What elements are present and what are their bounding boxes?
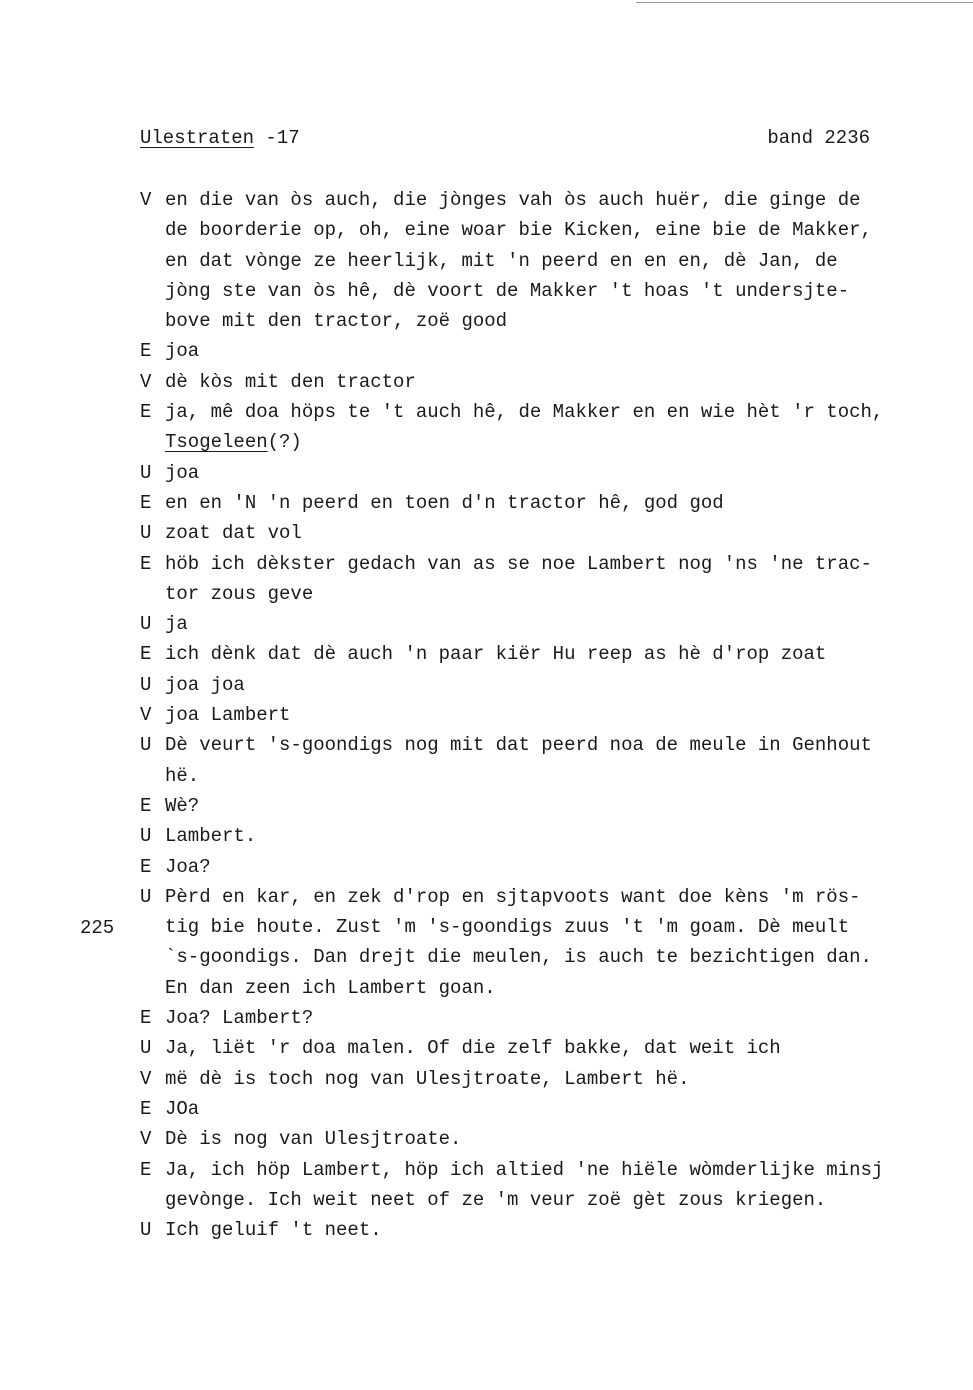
speaker-label: E bbox=[140, 643, 152, 666]
uncertain-marker: (?) bbox=[267, 431, 302, 454]
text-line: `s-goondigs. Dan drejt die meulen, is auch te bezichtigen dan. bbox=[165, 946, 872, 969]
text-line: joa Lambert bbox=[165, 704, 291, 727]
text-line: jòng ste van òs hê, dè voort de Makker 't hoas 't undersjte- bbox=[165, 279, 850, 302]
text-line: ja, mê doa höps te 't auch hê, de Makker en en wie hèt 'r toch, bbox=[165, 401, 884, 424]
underlined-word: Tsogeleen bbox=[165, 431, 268, 454]
text-line: de boorderie op, oh, eine woar bie Kicken, eine bie de Makker, bbox=[165, 219, 872, 242]
speaker-label: U bbox=[140, 1219, 152, 1242]
speaker-label: U bbox=[140, 885, 152, 908]
text-line: en en 'N 'n peerd en toen d'n tractor hê, god god bbox=[165, 491, 724, 514]
text-line: Ja, liët 'r doa malen. Of die zelf bakke, dat weit ich bbox=[165, 1037, 781, 1060]
speaker-label: E bbox=[140, 1097, 152, 1120]
turn-text bbox=[165, 458, 950, 488]
turn-text bbox=[165, 882, 950, 1003]
text-line: Ich geluif 't neet. bbox=[165, 1219, 382, 1242]
turn-text bbox=[165, 670, 950, 700]
transcript-turn bbox=[140, 1033, 950, 1063]
turn-text bbox=[165, 1094, 950, 1124]
text-line: Ja, ich höp Lambert, höp ich altied 'ne hiële wòmderlijke minsj bbox=[165, 1158, 884, 1181]
text-line: bove mit den tractor, zoë good bbox=[165, 310, 508, 333]
speaker-label: V bbox=[140, 370, 152, 393]
turn-text bbox=[165, 549, 950, 610]
text-line: Joa? Lambert? bbox=[165, 1007, 314, 1030]
text-line: höb ich dèkster gedach van as se noe Lambert nog 'ns 'ne trac- bbox=[165, 552, 872, 575]
header-title bbox=[140, 127, 300, 149]
text-line: en dat vònge ze heerlijk, mit 'n peerd en en en, dè Jan, de bbox=[165, 249, 838, 272]
transcript-turn bbox=[140, 518, 950, 548]
text-line: joa bbox=[165, 461, 200, 484]
speaker-label: E bbox=[140, 794, 152, 817]
transcript bbox=[140, 185, 950, 1245]
text-line: Lambert. bbox=[165, 825, 257, 848]
text-line: zoat dat vol bbox=[165, 522, 302, 545]
header-page-suffix: -17 bbox=[254, 127, 300, 149]
top-rule bbox=[636, 2, 973, 3]
speaker-label: E bbox=[140, 401, 152, 424]
speaker-label: E bbox=[140, 340, 152, 363]
transcript-turn bbox=[140, 1124, 950, 1154]
turn-text bbox=[165, 730, 950, 791]
turn-text bbox=[165, 185, 950, 336]
text-line: Dè is nog van Ulesjtroate. bbox=[165, 1128, 462, 1151]
turn-text bbox=[165, 488, 950, 518]
speaker-label: E bbox=[140, 491, 152, 514]
transcript-turn bbox=[140, 549, 950, 610]
speaker-label: V bbox=[140, 189, 152, 211]
speaker-label: U bbox=[140, 461, 152, 484]
text-line: dè kòs mit den tractor bbox=[165, 370, 416, 393]
header-place: Ulestraten bbox=[140, 127, 255, 149]
speaker-label: E bbox=[140, 1007, 152, 1030]
transcript-turn bbox=[140, 458, 950, 488]
turn-text bbox=[165, 518, 950, 548]
speaker-label: V bbox=[140, 1128, 152, 1151]
turn-text bbox=[165, 1215, 950, 1245]
transcript-turn bbox=[140, 730, 950, 791]
transcript-turn bbox=[140, 1155, 950, 1216]
turn-text bbox=[165, 639, 950, 669]
transcript-turn bbox=[140, 670, 950, 700]
text-line: En dan zeen ich Lambert goan. bbox=[165, 976, 496, 999]
turn-text bbox=[165, 1155, 950, 1216]
transcript-turn bbox=[140, 367, 950, 397]
turn-text bbox=[165, 1033, 950, 1063]
text-line: tig bie houte. Zust 'm 's-goondigs zuus 't 'm goam. Dè meult bbox=[165, 916, 850, 939]
turn-text bbox=[165, 852, 950, 882]
text-line: ich dènk dat dè auch 'n paar kiër Hu reep as hè d'rop zoat bbox=[165, 643, 827, 666]
speaker-label: V bbox=[140, 1067, 152, 1090]
turn-text bbox=[165, 791, 950, 821]
speaker-label: U bbox=[140, 1037, 152, 1060]
transcript-turn bbox=[140, 488, 950, 518]
speaker-label: E bbox=[140, 552, 152, 575]
turn-text bbox=[165, 609, 950, 639]
text-line: JOa bbox=[165, 1097, 200, 1120]
speaker-label: U bbox=[140, 825, 152, 848]
transcript-turn bbox=[140, 1215, 950, 1245]
transcript-turn bbox=[140, 882, 950, 1003]
speaker-label: U bbox=[140, 613, 152, 636]
text-line: Pèrd en kar, en zek d'rop en sjtapvoots want doe kèns 'm rös- bbox=[165, 885, 861, 908]
transcript-turn bbox=[140, 397, 950, 458]
speaker-label: U bbox=[140, 522, 152, 545]
transcript-turn bbox=[140, 1094, 950, 1124]
turn-text bbox=[165, 1003, 950, 1033]
speaker-label: E bbox=[140, 855, 152, 878]
transcript-turn bbox=[140, 821, 950, 851]
text-line: en die van òs auch, die jònges vah òs auch huër, die ginge de bbox=[165, 189, 861, 211]
transcript-turn bbox=[140, 852, 950, 882]
transcript-turn bbox=[140, 609, 950, 639]
speaker-label: E bbox=[140, 1158, 152, 1181]
speaker-label: V bbox=[140, 704, 152, 727]
margin-line-number: 225 bbox=[80, 917, 115, 939]
transcript-turn bbox=[140, 185, 950, 336]
header-band: band 2236 bbox=[767, 127, 870, 149]
transcript-turn bbox=[140, 336, 950, 366]
transcript-turn bbox=[140, 791, 950, 821]
speaker-label: U bbox=[140, 673, 152, 696]
text-line: gevònge. Ich weit neet of ze 'm veur zoë gèt zous kriegen. bbox=[165, 1188, 827, 1211]
turn-text bbox=[165, 1064, 950, 1094]
text-line: hë. bbox=[165, 764, 200, 787]
turn-text bbox=[165, 700, 950, 730]
text-line: Dè veurt 's-goondigs nog mit dat peerd noa de meule in Genhout bbox=[165, 734, 872, 757]
transcript-turn bbox=[140, 700, 950, 730]
turn-text bbox=[165, 397, 950, 458]
turn-text bbox=[165, 336, 950, 366]
text-line bbox=[165, 427, 950, 457]
transcript-turn bbox=[140, 1064, 950, 1094]
text-line: Joa? bbox=[165, 855, 211, 878]
transcript-turn bbox=[140, 1003, 950, 1033]
page-header bbox=[140, 127, 870, 155]
turn-text bbox=[165, 821, 950, 851]
text-line: joa joa bbox=[165, 673, 245, 696]
turn-text bbox=[165, 367, 950, 397]
transcript-turn bbox=[140, 639, 950, 669]
text-line: ja bbox=[165, 613, 188, 636]
text-line: joa bbox=[165, 340, 200, 363]
text-line: më dè is toch nog van Ulesjtroate, Lambert hë. bbox=[165, 1067, 690, 1090]
text-line: Wè? bbox=[165, 794, 200, 817]
turn-text bbox=[165, 1124, 950, 1154]
text-line: tor zous geve bbox=[165, 582, 314, 605]
speaker-label: U bbox=[140, 734, 152, 757]
